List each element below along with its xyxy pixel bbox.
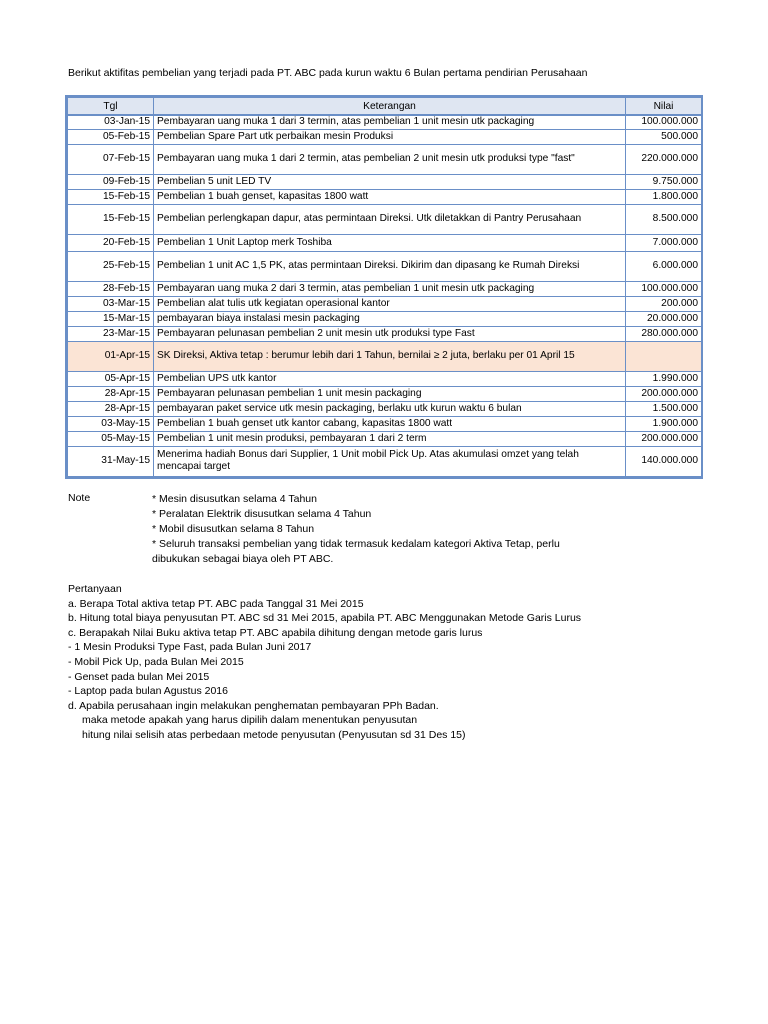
question-line: hitung nilai selisih atas perbedaan metode penyusutan (Penyusutan sd 31 Des 15)	[82, 728, 466, 741]
cell-nilai: 1.500.000	[626, 401, 702, 416]
note-item: * Seluruh transaksi pembelian yang tidak termasuk kedalam kategori Aktiva Tetap, perlu	[152, 538, 560, 550]
question-line: - Mobil Pick Up, pada Bulan Mei 2015	[68, 655, 244, 668]
purchase-table	[65, 95, 703, 479]
table-row	[68, 251, 702, 281]
cell-tgl: 28-Apr-15	[68, 386, 154, 401]
table-row	[68, 296, 702, 311]
cell-nilai: 100.000.000	[626, 115, 702, 129]
question-line: maka metode apakah yang harus dipilih dalam menentukan penyusutan	[82, 714, 418, 727]
cell-tgl: 09-Feb-15	[68, 174, 154, 189]
question-line: - 1 Mesin Produksi Type Fast, pada Bulan Juni 2017	[68, 641, 312, 654]
table-header-row	[68, 98, 702, 116]
cell-keterangan: Pembelian 1 buah genset utk kantor cabang, kapasitas 1800 watt	[154, 416, 626, 431]
table-row	[68, 174, 702, 189]
table-row	[68, 311, 702, 326]
questions-title: Pertanyaan	[68, 583, 122, 595]
table-row	[68, 234, 702, 251]
header-keterangan: Keterangan	[154, 98, 626, 116]
cell-keterangan: Pembayaran uang muka 1 dari 2 termin, atas pembelian 2 unit mesin utk produksi type "fast"	[154, 144, 626, 174]
cell-tgl: 23-Mar-15	[68, 326, 154, 341]
table-row	[68, 416, 702, 431]
question-line: a. Berapa Total aktiva tetap PT. ABC pada Tanggal 31 Mei 2015	[68, 597, 364, 610]
cell-nilai: 100.000.000	[626, 281, 702, 296]
cell-keterangan: Pembayaran uang muka 1 dari 3 termin, atas pembelian 1 unit mesin utk packaging	[154, 115, 626, 129]
cell-tgl: 03-Jan-15	[68, 115, 154, 129]
cell-keterangan: Pembelian perlengkapan dapur, atas permintaan Direksi. Utk diletakkan di Pantry Perusahaan	[154, 204, 626, 234]
cell-nilai: 8.500.000	[626, 204, 702, 234]
cell-nilai: 280.000.000	[626, 326, 702, 341]
cell-nilai: 140.000.000	[626, 446, 702, 476]
cell-tgl: 15-Feb-15	[68, 204, 154, 234]
table-row	[68, 144, 702, 174]
table-row	[68, 326, 702, 341]
cell-keterangan: Pembelian 1 unit mesin produksi, pembayaran 1 dari 2 term	[154, 431, 626, 446]
cell-keterangan: Pembayaran pelunasan pembelian 1 unit mesin packaging	[154, 386, 626, 401]
table-row	[68, 129, 702, 144]
cell-tgl: 03-Mar-15	[68, 296, 154, 311]
cell-nilai: 20.000.000	[626, 311, 702, 326]
table-row	[68, 431, 702, 446]
table-row	[68, 204, 702, 234]
cell-nilai: 1.800.000	[626, 189, 702, 204]
cell-keterangan: Pembelian alat tulis utk kegiatan operasional kantor	[154, 296, 626, 311]
cell-keterangan: Pembelian Spare Part utk perbaikan mesin Produksi	[154, 129, 626, 144]
cell-keterangan: Menerima hadiah Bonus dari Supplier, 1 Unit mobil Pick Up. Atas akumulasi omzet yang telah mencapai target	[154, 446, 626, 476]
cell-tgl: 31-May-15	[68, 446, 154, 476]
cell-nilai: 7.000.000	[626, 234, 702, 251]
question-line: - Laptop pada bulan Agustus 2016	[68, 685, 228, 698]
cell-keterangan: Pembelian UPS utk kantor	[154, 371, 626, 386]
table-row	[68, 189, 702, 204]
cell-nilai: 500.000	[626, 129, 702, 144]
question-line: - Genset pada bulan Mei 2015	[68, 670, 210, 683]
question-line: b. Hitung total biaya penyusutan PT. ABC sd 31 Mei 2015, apabila PT. ABC Menggunakan Metode Garis Lurus	[68, 612, 582, 625]
cell-nilai: 1.990.000	[626, 371, 702, 386]
note-label: Note	[68, 492, 91, 504]
question-line: d. Apabila perusahaan ingin melakukan penghematan pembayaran PPh Badan.	[68, 699, 439, 712]
header-tgl: Tgl	[68, 98, 154, 116]
header-nilai: Nilai	[626, 98, 702, 116]
cell-nilai: 6.000.000	[626, 251, 702, 281]
cell-keterangan: pembayaran biaya instalasi mesin packaging	[154, 311, 626, 326]
cell-keterangan: Pembelian 5 unit LED TV	[154, 174, 626, 189]
table-row	[68, 371, 702, 386]
cell-nilai	[626, 341, 702, 371]
cell-keterangan: SK Direksi, Aktiva tetap : berumur lebih dari 1 Tahun, bernilai ≥ 2 juta, berlaku per 01 April 15	[154, 341, 626, 371]
cell-keterangan: pembayaran paket service utk mesin packaging, berlaku utk kurun waktu 6 bulan	[154, 401, 626, 416]
cell-keterangan: Pembelian 1 buah genset, kapasitas 1800 watt	[154, 189, 626, 204]
table-row	[68, 401, 702, 416]
cell-nilai: 200.000.000	[626, 386, 702, 401]
table-row	[68, 446, 702, 476]
cell-tgl: 05-Feb-15	[68, 129, 154, 144]
cell-nilai: 1.900.000	[626, 416, 702, 431]
cell-nilai: 220.000.000	[626, 144, 702, 174]
cell-nilai: 200.000	[626, 296, 702, 311]
cell-tgl: 03-May-15	[68, 416, 154, 431]
note-item: * Mobil disusutkan selama 8 Tahun	[152, 523, 315, 535]
cell-nilai: 9.750.000	[626, 174, 702, 189]
cell-tgl: 05-Apr-15	[68, 371, 154, 386]
cell-keterangan: Pembelian 1 Unit Laptop merk Toshiba	[154, 234, 626, 251]
note-list	[152, 492, 560, 567]
question-line: c. Berapakah Nilai Buku aktiva tetap PT. ABC apabila dihitung dengan metode garis lurus	[68, 626, 483, 639]
cell-keterangan: Pembayaran pelunasan pembelian 2 unit mesin utk produksi type Fast	[154, 326, 626, 341]
note-item: * Peralatan Elektrik disusutkan selama 4 Tahun	[152, 508, 372, 520]
table-row	[68, 115, 702, 129]
note-item: dibukukan sebagai biaya oleh PT ABC.	[152, 553, 334, 565]
cell-tgl: 15-Feb-15	[68, 189, 154, 204]
cell-nilai: 200.000.000	[626, 431, 702, 446]
cell-tgl: 07-Feb-15	[68, 144, 154, 174]
note-item: * Mesin disusutkan selama 4 Tahun	[152, 493, 317, 505]
table-row-highlight	[68, 341, 702, 371]
cell-tgl: 20-Feb-15	[68, 234, 154, 251]
cell-keterangan: Pembayaran uang muka 2 dari 3 termin, atas pembelian 1 unit mesin utk packaging	[154, 281, 626, 296]
questions-section	[68, 582, 581, 743]
cell-tgl: 15-Mar-15	[68, 311, 154, 326]
cell-tgl: 05-May-15	[68, 431, 154, 446]
cell-tgl: 25-Feb-15	[68, 251, 154, 281]
table-row	[68, 386, 702, 401]
intro-text: Berikut aktifitas pembelian yang terjadi pada PT. ABC pada kurun waktu 6 Bulan pertama pendirian Perusahaan	[68, 67, 588, 79]
cell-tgl: 01-Apr-15	[68, 341, 154, 371]
cell-tgl: 28-Feb-15	[68, 281, 154, 296]
cell-keterangan: Pembelian 1 unit AC 1,5 PK, atas permintaan Direksi. Dikirim dan dipasang ke Rumah Direksi	[154, 251, 626, 281]
cell-tgl: 28-Apr-15	[68, 401, 154, 416]
table-row	[68, 281, 702, 296]
